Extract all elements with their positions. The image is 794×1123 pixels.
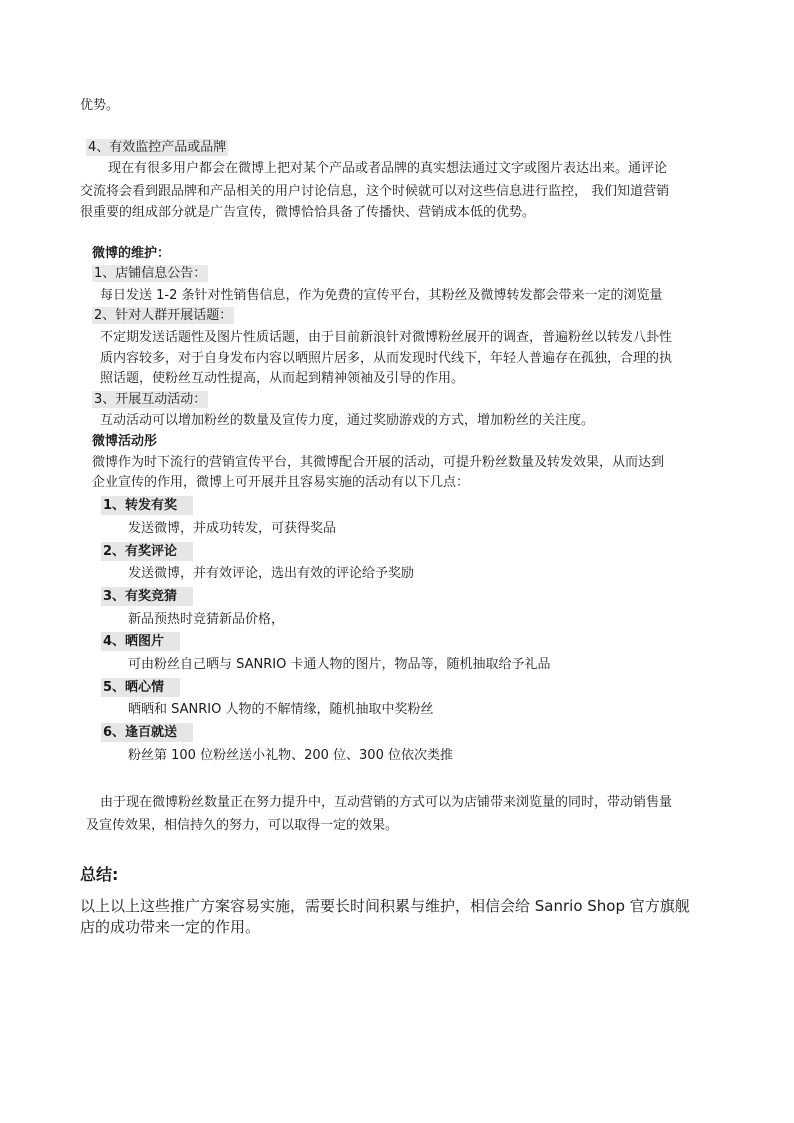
page-fragment-text: 优势。 [80,98,120,113]
activity-3-desc: 新品预热时竞猜新品价格， [128,612,285,627]
maintenance-item-3-text: 互动活动可以增加粉丝的数量及宣传力度，通过奖励游戏的方式，增加粉丝的关注度。 [100,413,595,428]
section-4-line-1: 现在有很多用户都会在微博上把对某个产品或者品牌的真实想法通过文字或图片表达出来。通评论 [108,161,668,176]
activity-2-label: 2、有奖评论 [101,542,193,561]
maintenance-item-2-line-2: 质内容较多，对于自身发布内容以晒照片居多，从而发现时代线下，年轻人普遍存在孤独，合理的执 [100,351,673,366]
activity-5-desc: 晒晒和 SANRIO 人物的不解情缘，随机抽取中奖粉丝 [128,702,434,717]
activity-5-label: 5、晒心情 [101,678,180,697]
activity-6-label: 6、逢百就送 [101,723,193,742]
section-4-line-2: 交流将会看到跟品牌和产品相关的用户讨论信息，这个时候就可以对这些信息进行监控， 我们知道营销 [80,184,670,199]
summary-line-2: 店的成功带来一定的作用。 [80,918,261,936]
activity-1-label: 1、转发有奖 [101,496,193,515]
maintenance-item-3-heading: 3、开展互动活动： [94,392,207,407]
maintenance-item-2-heading: 2、针对人群开展话题： [94,308,233,323]
summary-title: 总结: [80,865,119,884]
maintenance-item-1-heading: 1、店铺信息公告： [94,266,207,281]
maintenance-item-1-text: 每日发送 1-2 条针对性销售信息，作为免费的宣传平台，其粉丝及微博转发都会带来一定的浏览量 [100,288,663,303]
activity-2-desc: 发送微博，并有效评论，选出有效的评论给予奖励 [128,566,415,581]
activities-intro-line-1: 微博作为时下流行的营销宣传平台，其微博配合开展的活动，可提升粉丝数量及转发效果，从而达到 [92,455,665,470]
section-4-line-3: 很重要的组成部分就是广告宣传，微博恰恰具备了传播快、营销成本低的优势。 [80,205,536,220]
activity-4-desc: 可由粉丝自己晒与 SANRIO 卡通人物的图片，物品等，随机抽取给予礼品 [128,657,551,672]
activity-6-desc: 粉丝第 100 位粉丝送小礼物、200 位、300 位依次类推 [128,748,453,763]
activity-3-label: 3、有奖竞猜 [101,587,193,606]
maintenance-item-2-line-3: 照话题，使粉丝互动性提高，从而起到精神领袖及引导的作用。 [100,371,465,386]
activity-4-label: 4、晒图片 [101,632,180,651]
activities-outro-line-1: 由于现在微博粉丝数量正在努力提升中，互动营销的方式可以为店铺带来浏览量的同时，带动销售量 [100,795,673,810]
maintenance-title: 微博的维护： [92,246,171,261]
activities-intro-line-2: 企业宣传的作用，微博上可开展并且容易实施的活动有以下几点： [92,475,470,490]
activities-title: 微博活动彤 [92,434,158,449]
activities-outro-line-2: 及宣传效果，相信持久的努力，可以取得一定的效果。 [86,818,399,833]
activity-1-desc: 发送微博，并成功转发，可获得奖品 [128,521,337,536]
summary-line-1: 以上以上这些推广方案容易实施，需要长时间积累与维护，相信会给 Sanrio Shop 官方旗舰 [80,897,690,915]
maintenance-item-2-line-1: 不定期发送话题性及图片性质话题，由于目前新浪针对微博粉丝展开的调查，普遍粉丝以转发八卦性 [100,330,673,345]
section-4-heading: 4、有效监控产品或品牌 [88,140,227,155]
